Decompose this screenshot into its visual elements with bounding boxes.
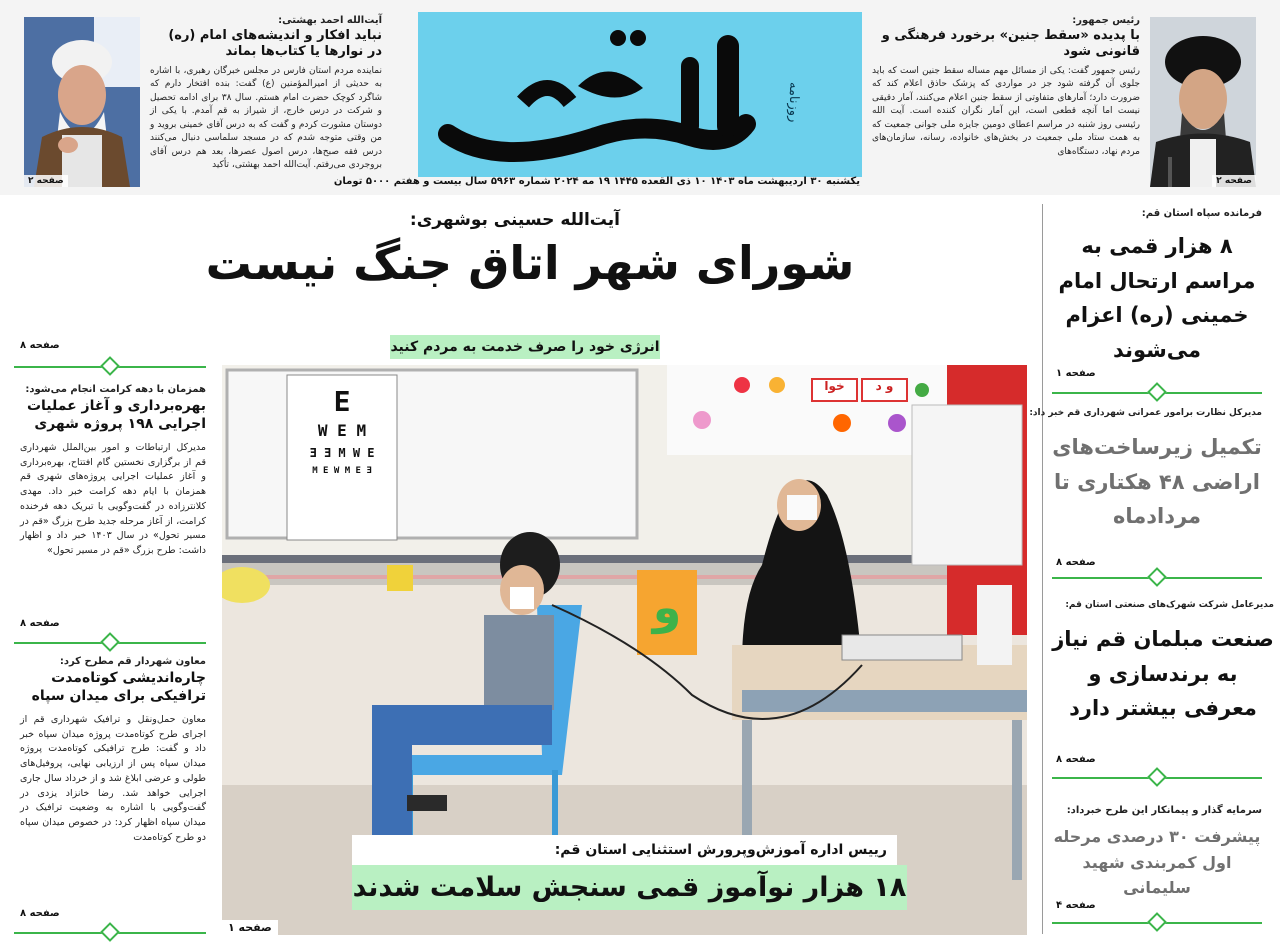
column-rule: [1042, 204, 1043, 934]
right-story-1[interactable]: [1052, 208, 1262, 368]
divider-ornament: [1147, 567, 1167, 587]
left-col-page-top: صفحه ۸: [20, 340, 60, 351]
story-page-ref: صفحه ۸: [1056, 557, 1096, 568]
story-headline[interactable]: با پدیده «سقط جنین» برخورد فرهنگی و قانونی شود: [881, 28, 1140, 60]
story-page-ref: صفحه ۸: [20, 908, 60, 919]
story-body: معاون حمل‌ونقل و ترافیک شهرداری قم از اجرای طرح کوتاه‌مدت پروژه میدان سپاه خبر داد و گفت: طرح ترافیکی کوتاه‌مدت پروژه میدان سپاه پس از ارزیابی نهایی، پروفیل‌های طولی و عرضی ابلاغ شد و از خرداد سال جاری اجرایی خواهد شد. رضا خانزاد یزدی در گفت‌وگویی با اشاره به وضعیت ترافیک در میدان سپاه اظهار کرد: در خصوص میدان سپاه دو طرح کوتاه‌مدت: [20, 714, 206, 843]
right-story-2[interactable]: [1029, 408, 1262, 534]
cleric-photo-left: [24, 17, 140, 187]
divider-ornament: [1147, 912, 1167, 932]
left-story-1[interactable]: [20, 384, 206, 559]
poster-letter: و: [652, 580, 682, 634]
divider-ornament: [100, 922, 120, 942]
story-kicker: رئیس جمهور:: [1072, 15, 1140, 26]
president-photo-right: [1150, 17, 1256, 187]
masthead[interactable]: [418, 12, 862, 177]
lead-kicker: آیت‌الله حسینی بوشهری:: [409, 210, 620, 230]
photo-page-tag: صفحه ۱: [222, 920, 278, 935]
photo-story-kicker: رییس اداره آموزش‌وپرورش استثنایی استان قم:: [554, 842, 887, 858]
story-page-ref: صفحه ۸: [20, 618, 60, 629]
story-headline[interactable]: ۸ هزار قمی به مراسم ارتحال امام خمینی (ره) اعزام می‌شوند: [1058, 234, 1256, 362]
newspaper-logo: [428, 16, 758, 166]
story-headline[interactable]: نباید افکار و اندیشه‌های امام (ره) در نوارها یا کتاب‌ها بماند: [168, 28, 382, 60]
story-kicker: آیت‌الله احمد بهشتی:: [278, 15, 382, 26]
top-left-story[interactable]: [150, 15, 382, 173]
story-kicker: مدیرکل نظارت برامور عمرانی شهرداری قم خبر داد:: [1029, 408, 1262, 418]
eye-chart-row: E: [333, 385, 351, 418]
divider-ornament: [1147, 767, 1167, 787]
story-headline[interactable]: چاره‌اندیشی کوتاه‌مدت ترافیکی برای میدان سپاه: [31, 670, 206, 704]
story-page-ref: صفحه ۸: [1056, 754, 1096, 765]
eye-chart-row: W E M: [317, 421, 367, 440]
right-story-3[interactable]: [1052, 600, 1274, 726]
wall-label: خوا: [824, 379, 845, 393]
divider-ornament: [100, 356, 120, 376]
story-kicker: همزمان با دهه کرامت انجام می‌شود:: [25, 384, 206, 395]
story-body: رئیس جمهور گفت: یکی از مسائل مهم مساله سقط جنین است که باید جلوی آن گرفته شود جز در مواردی که پزشک حاذق اعلام کند که ضرورت دارد؛ آمارهای متفاوتی از سقط جنین اعلام می‌کنند، آمار دقیقی نیست اما آنچه قطعی است، این آمار نگران کننده است. آیت الله رئیسی روز شنبه در مراسم اعطای دومین جایزه ملی جوانی جمعیت که به همت ستاد ملی جمعیت در بخش‌های خانواده، رسانه، سازمان‌های مردم نهاد، دستگاه‌های: [872, 65, 1140, 157]
story-headline[interactable]: پیشرفت ۳۰ درصدی مرحله اول کمربندی شهید سلیمانی: [1053, 827, 1261, 898]
wall-label: و د: [875, 379, 894, 393]
story-headline[interactable]: تکمیل زیرساخت‌های اراضی ۴۸ هکتاری تا مردادماه: [1052, 435, 1262, 529]
divider-ornament: [1147, 382, 1167, 402]
story-kicker: مدیرعامل شرکت شهرک‌های صنعتی استان قم:: [1065, 600, 1274, 610]
right-story-4[interactable]: [1052, 805, 1262, 901]
dateline: یکشنبه ۳۰ اردیبهشت ماه ۱۴۰۳ ۱۰ ذی القعده ۱۴۴۵ ۱۹ مه ۲۰۲۴ شماره ۵۹۶۳ سال بیست و هفتم ۵۰۰۰ تومان: [333, 176, 860, 187]
story-kicker: فرمانده سپاه استان قم:: [1141, 208, 1262, 219]
eye-chart-row: M E W M E Ǝ: [312, 466, 372, 476]
logo-subtitle: روزنامه: [786, 82, 801, 123]
story-body: نماینده مردم استان فارس در مجلس خبرگان رهبری، با اشاره به حدیثی از امیرالمؤمنین (ع) گفت: بنده افتخار دارم که شاگرد کوچک حضرت امام هستم. سال ۳۸ برای ادامه تحصیل و شرکت در درس خارج، از شیراز به قم آمدم. با یکی از دوستان مشورت کردم و گفت که به درس آقای خمینی بروید و من وقتی متوجه شدم که در مسجد سلماسی دنبال می‌کنند درس فقه صبح‌ها، درس اصول عصرها، بعد هم درس آقای بروجردی می‌رفتم. آیت‌الله احمد بهشتی، تأکید: [150, 65, 383, 170]
story-page-ref: صفحه ۴: [1056, 900, 1096, 911]
main-photo[interactable]: [222, 365, 1027, 935]
divider-ornament: [100, 632, 120, 652]
story-headline[interactable]: بهره‌برداری و آغاز عملیات اجرایی ۱۹۸ پروژه شهری: [26, 398, 206, 432]
lead-subhead: انرژی خود را صرف خدمت به مردم کنید: [390, 335, 660, 359]
eye-chart-letters: [287, 385, 397, 479]
lead-headline[interactable]: شورای شهر اتاق جنگ نیست: [205, 236, 855, 290]
eye-chart-row: Ǝ Ǝ M W E: [309, 446, 375, 460]
story-kicker: معاون شهردار قم مطرح کرد:: [59, 656, 206, 667]
left-story-2[interactable]: [20, 656, 206, 845]
story-kicker: سرمایه گذار و پیمانکار این طرح خبرداد:: [1066, 805, 1262, 816]
story-body: مدیرکل ارتباطات و امور بین‌الملل شهرداری قم از برگزاری نخستین گام افتتاح، بهره‌برداری و آغاز عملیات اجرایی پروژه‌های شهری قم همزمان با ایام دهه کرامت خبر داد. مهدی کلانترزاده در گفت‌وگویی با تبریک دهه فرخنده کرامت، از آغاز مرحله جدید طرح بزرگ «قم در مسیر تحول» در سال ۱۴۰۳ خبر داد و اظهار داشت: طرح بزرگ «قم در مسیر تحول»: [20, 442, 206, 557]
photo-story-headline[interactable]: ۱۸ هزار نوآموز قمی سنجش سلامت شدند: [352, 872, 907, 903]
story-headline[interactable]: صنعت مبلمان قم نیاز به برندسازی و معرفی بیشتر دارد: [1052, 627, 1274, 721]
story-page-ref: صفحه ۱: [1056, 368, 1096, 379]
top-right-story[interactable]: [872, 15, 1140, 159]
photo-page-tag: صفحه ۲: [1212, 175, 1256, 187]
photo-page-tag: صفحه ۲: [24, 175, 68, 187]
